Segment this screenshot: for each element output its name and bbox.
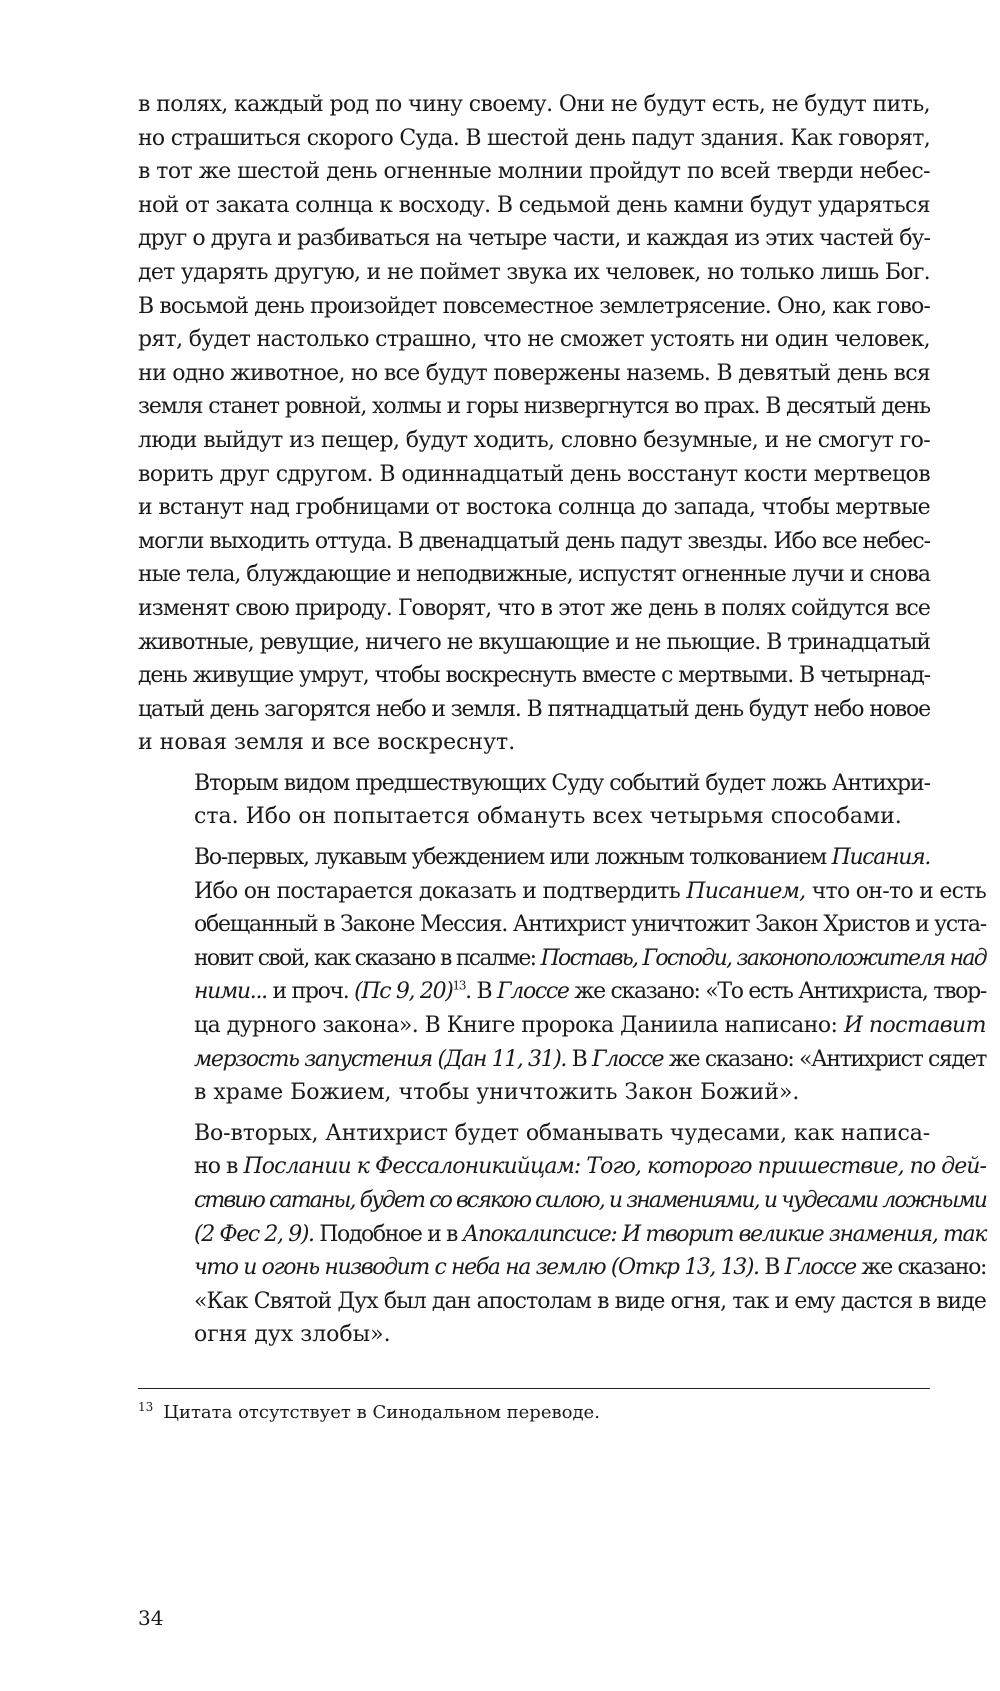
text-fragment: но в xyxy=(194,1154,244,1180)
text-line xyxy=(138,1076,930,1110)
text-fragment: друг о друга и разбиваться на четыре части, и каждая из этих частей бу- xyxy=(138,226,930,252)
text-line xyxy=(138,693,930,727)
footnote-reference: 13 xyxy=(452,979,466,994)
text-line xyxy=(138,659,930,693)
italic-text: Писания. xyxy=(831,845,931,871)
footnote xyxy=(138,1400,930,1426)
text-fragment: люди выйдут из пещер, будут ходить, словно безумные, и не смогут го- xyxy=(138,427,931,453)
text-line xyxy=(138,155,930,189)
text-fragment: ной от заката солнца к восходу. В седьмой день камни будут ударяться xyxy=(138,192,930,218)
text-fragment: Вторым видом предшествующих Суду событий будет ложь Антихри- xyxy=(194,770,930,796)
text-fragment: день живущие умрут, чтобы воскреснуть вместе с мертвыми. В четырнад- xyxy=(138,663,930,689)
italic-text: Апокалипсисе: xyxy=(462,1221,617,1247)
text-line xyxy=(138,975,986,1009)
text-fragment: но страшиться скорого Суда. В шестой день падут здания. Как говорят, xyxy=(138,125,930,151)
paragraph xyxy=(138,767,930,834)
text-line xyxy=(138,1285,986,1319)
text-fragment: же сказано: «Антихрист сядет xyxy=(663,1046,986,1072)
italic-text: Того, которого пришествие, по дей- xyxy=(586,1154,987,1180)
text-fragment: Подобное и в xyxy=(313,1221,463,1247)
text-fragment: дет ударять другую, и не поймет звука их человек, но только лишь Бог. xyxy=(138,259,930,285)
footnote-text: Цитата отсутствует в Синодальном переводе. xyxy=(163,1402,600,1423)
text-fragment: . В xyxy=(465,979,498,1005)
text-fragment: ста. Ибо он попытается обмануть всех четырьмя способами. xyxy=(194,804,902,830)
text-line xyxy=(138,726,930,760)
text-line xyxy=(138,88,930,122)
paragraph xyxy=(138,841,986,1110)
text-line xyxy=(138,1318,930,1352)
text-line xyxy=(138,525,930,559)
text-fragment: в храме Божием, чтобы уничтожить Закон Божий». xyxy=(194,1080,800,1106)
text-line xyxy=(138,189,930,223)
text-fragment: ворить друг сдругом. В одиннадцатый день восстанут кости мертвецов xyxy=(138,461,931,487)
text-line xyxy=(138,323,930,357)
text-line xyxy=(138,592,930,626)
italic-text: (2 Фес 2, 9). xyxy=(194,1221,314,1247)
text-fragment: и проч. xyxy=(266,979,355,1005)
text-fragment: В xyxy=(758,1255,785,1281)
text-fragment: цатый день загорятся небо и земля. В пятнадцатый день будут небо новое xyxy=(138,696,931,722)
text-line xyxy=(138,558,930,592)
text-fragment: В xyxy=(566,1046,593,1072)
text-line xyxy=(138,1009,986,1043)
paragraph xyxy=(138,88,930,760)
text-line xyxy=(138,122,930,156)
text-fragment: изменят свою природу. Говорят, что в этот же день в полях сойдутся все xyxy=(138,595,930,621)
text-fragment: Во-первых, лукавым убеждением или ложным толкованием xyxy=(194,845,832,871)
text-line xyxy=(138,491,930,525)
text-fragment: Ибо он постарается доказать и подтвердить xyxy=(194,878,687,904)
text-line xyxy=(138,1251,986,1285)
italic-text: Писанием, xyxy=(686,878,806,904)
text-fragment: что он-то и есть xyxy=(805,878,986,904)
text-line xyxy=(138,458,930,492)
text-line xyxy=(138,256,930,290)
text-line xyxy=(138,767,930,801)
text-line xyxy=(138,1043,986,1077)
text-line xyxy=(138,424,930,458)
text-line xyxy=(138,800,930,834)
italic-text: ствию сатаны, будет со всякою силою, и знамениями, и чудесами ложными xyxy=(194,1188,986,1213)
italic-text: И творит великие знамения, так xyxy=(622,1221,986,1247)
text-line xyxy=(138,942,986,976)
footnote-divider xyxy=(138,1388,930,1389)
text-line xyxy=(138,390,930,424)
italic-text: что и огонь низводит с неба на землю (Откр 13, 13). xyxy=(194,1255,759,1281)
text-fragment: Во-вторых, Антихрист будет обманывать чудесами, как написа- xyxy=(194,1120,930,1146)
paragraph xyxy=(138,1117,987,1352)
main-text xyxy=(138,88,987,1352)
text-fragment: и встанут над гробницами от востока солнца до запада, чтобы мертвые xyxy=(138,495,931,521)
text-fragment: в тот же шестой день огненные молнии пройдут по всей тверди небес- xyxy=(138,159,930,185)
text-fragment: и новая земля и все воскреснут. xyxy=(138,730,516,756)
text-fragment: же сказано: «То есть Антихриста, твор- xyxy=(568,979,986,1005)
italic-text: Послании к Фессалоникийцам: xyxy=(243,1154,581,1180)
text-fragment: ни одно животное, но все будут повержены наземь. В девятый день вся xyxy=(138,360,931,386)
italic-text: Глоссе xyxy=(784,1255,856,1281)
italic-text: ними... xyxy=(194,979,267,1005)
italic-text: мерзость запустения (Дан 11, 31). xyxy=(194,1046,567,1072)
text-line xyxy=(138,1184,986,1218)
text-fragment: в полях, каждый род по чину своему. Они не будут есть, не будут пить, xyxy=(138,92,930,117)
text-line xyxy=(138,1117,930,1151)
italic-text: Глоссе xyxy=(592,1046,664,1072)
text-line xyxy=(138,626,930,660)
text-fragment: новит свой, как сказано в псалме: xyxy=(194,945,541,971)
text-line xyxy=(138,222,930,256)
italic-text: (Пс 9, 20) xyxy=(354,979,453,1005)
text-fragment: ца дурного закона». В Книге пророка Даниила написано: xyxy=(194,1013,844,1039)
text-fragment: могли выходить оттуда. В двенадцатый день падут звезды. Ибо все небес- xyxy=(138,528,931,554)
text-line xyxy=(138,841,930,875)
footnote-marker: 13 xyxy=(138,1400,154,1414)
text-fragment: земля станет ровной, холмы и горы низвергнутся во прах. В десятый день xyxy=(138,394,931,420)
italic-text: И поставит xyxy=(843,1013,986,1039)
text-fragment: обещанный в Законе Мессия. Антихрист уничтожит Закон Христов и уста- xyxy=(194,912,986,938)
text-line xyxy=(138,875,986,909)
italic-text: Поставь, Господи, законоположителя над xyxy=(540,945,986,971)
page-number: 34 xyxy=(138,1606,164,1630)
text-line xyxy=(138,1218,986,1252)
text-fragment: же сказано: xyxy=(855,1255,986,1281)
text-line xyxy=(138,908,986,942)
text-fragment: В восьмой день произойдет повсеместное землетрясение. Оно, как гово- xyxy=(138,293,930,319)
text-line xyxy=(138,1150,987,1184)
text-fragment: ные тела, блуждающие и неподвижные, испустят огненные лучи и снова xyxy=(138,562,931,588)
text-fragment: огня дух злобы». xyxy=(194,1322,391,1348)
italic-text: Глоссе xyxy=(497,979,569,1005)
text-fragment: рят, будет настолько страшно, что не сможет устоять ни один человек, xyxy=(138,327,930,353)
text-fragment: «Как Святой Дух был дан апостолам в виде огня, так и ему дастся в виде xyxy=(194,1288,986,1314)
text-fragment: животные, ревущие, ничего не вкушающие и не пьющие. В тринадцатый xyxy=(138,629,930,655)
text-line xyxy=(138,357,930,391)
text-line xyxy=(138,290,930,324)
